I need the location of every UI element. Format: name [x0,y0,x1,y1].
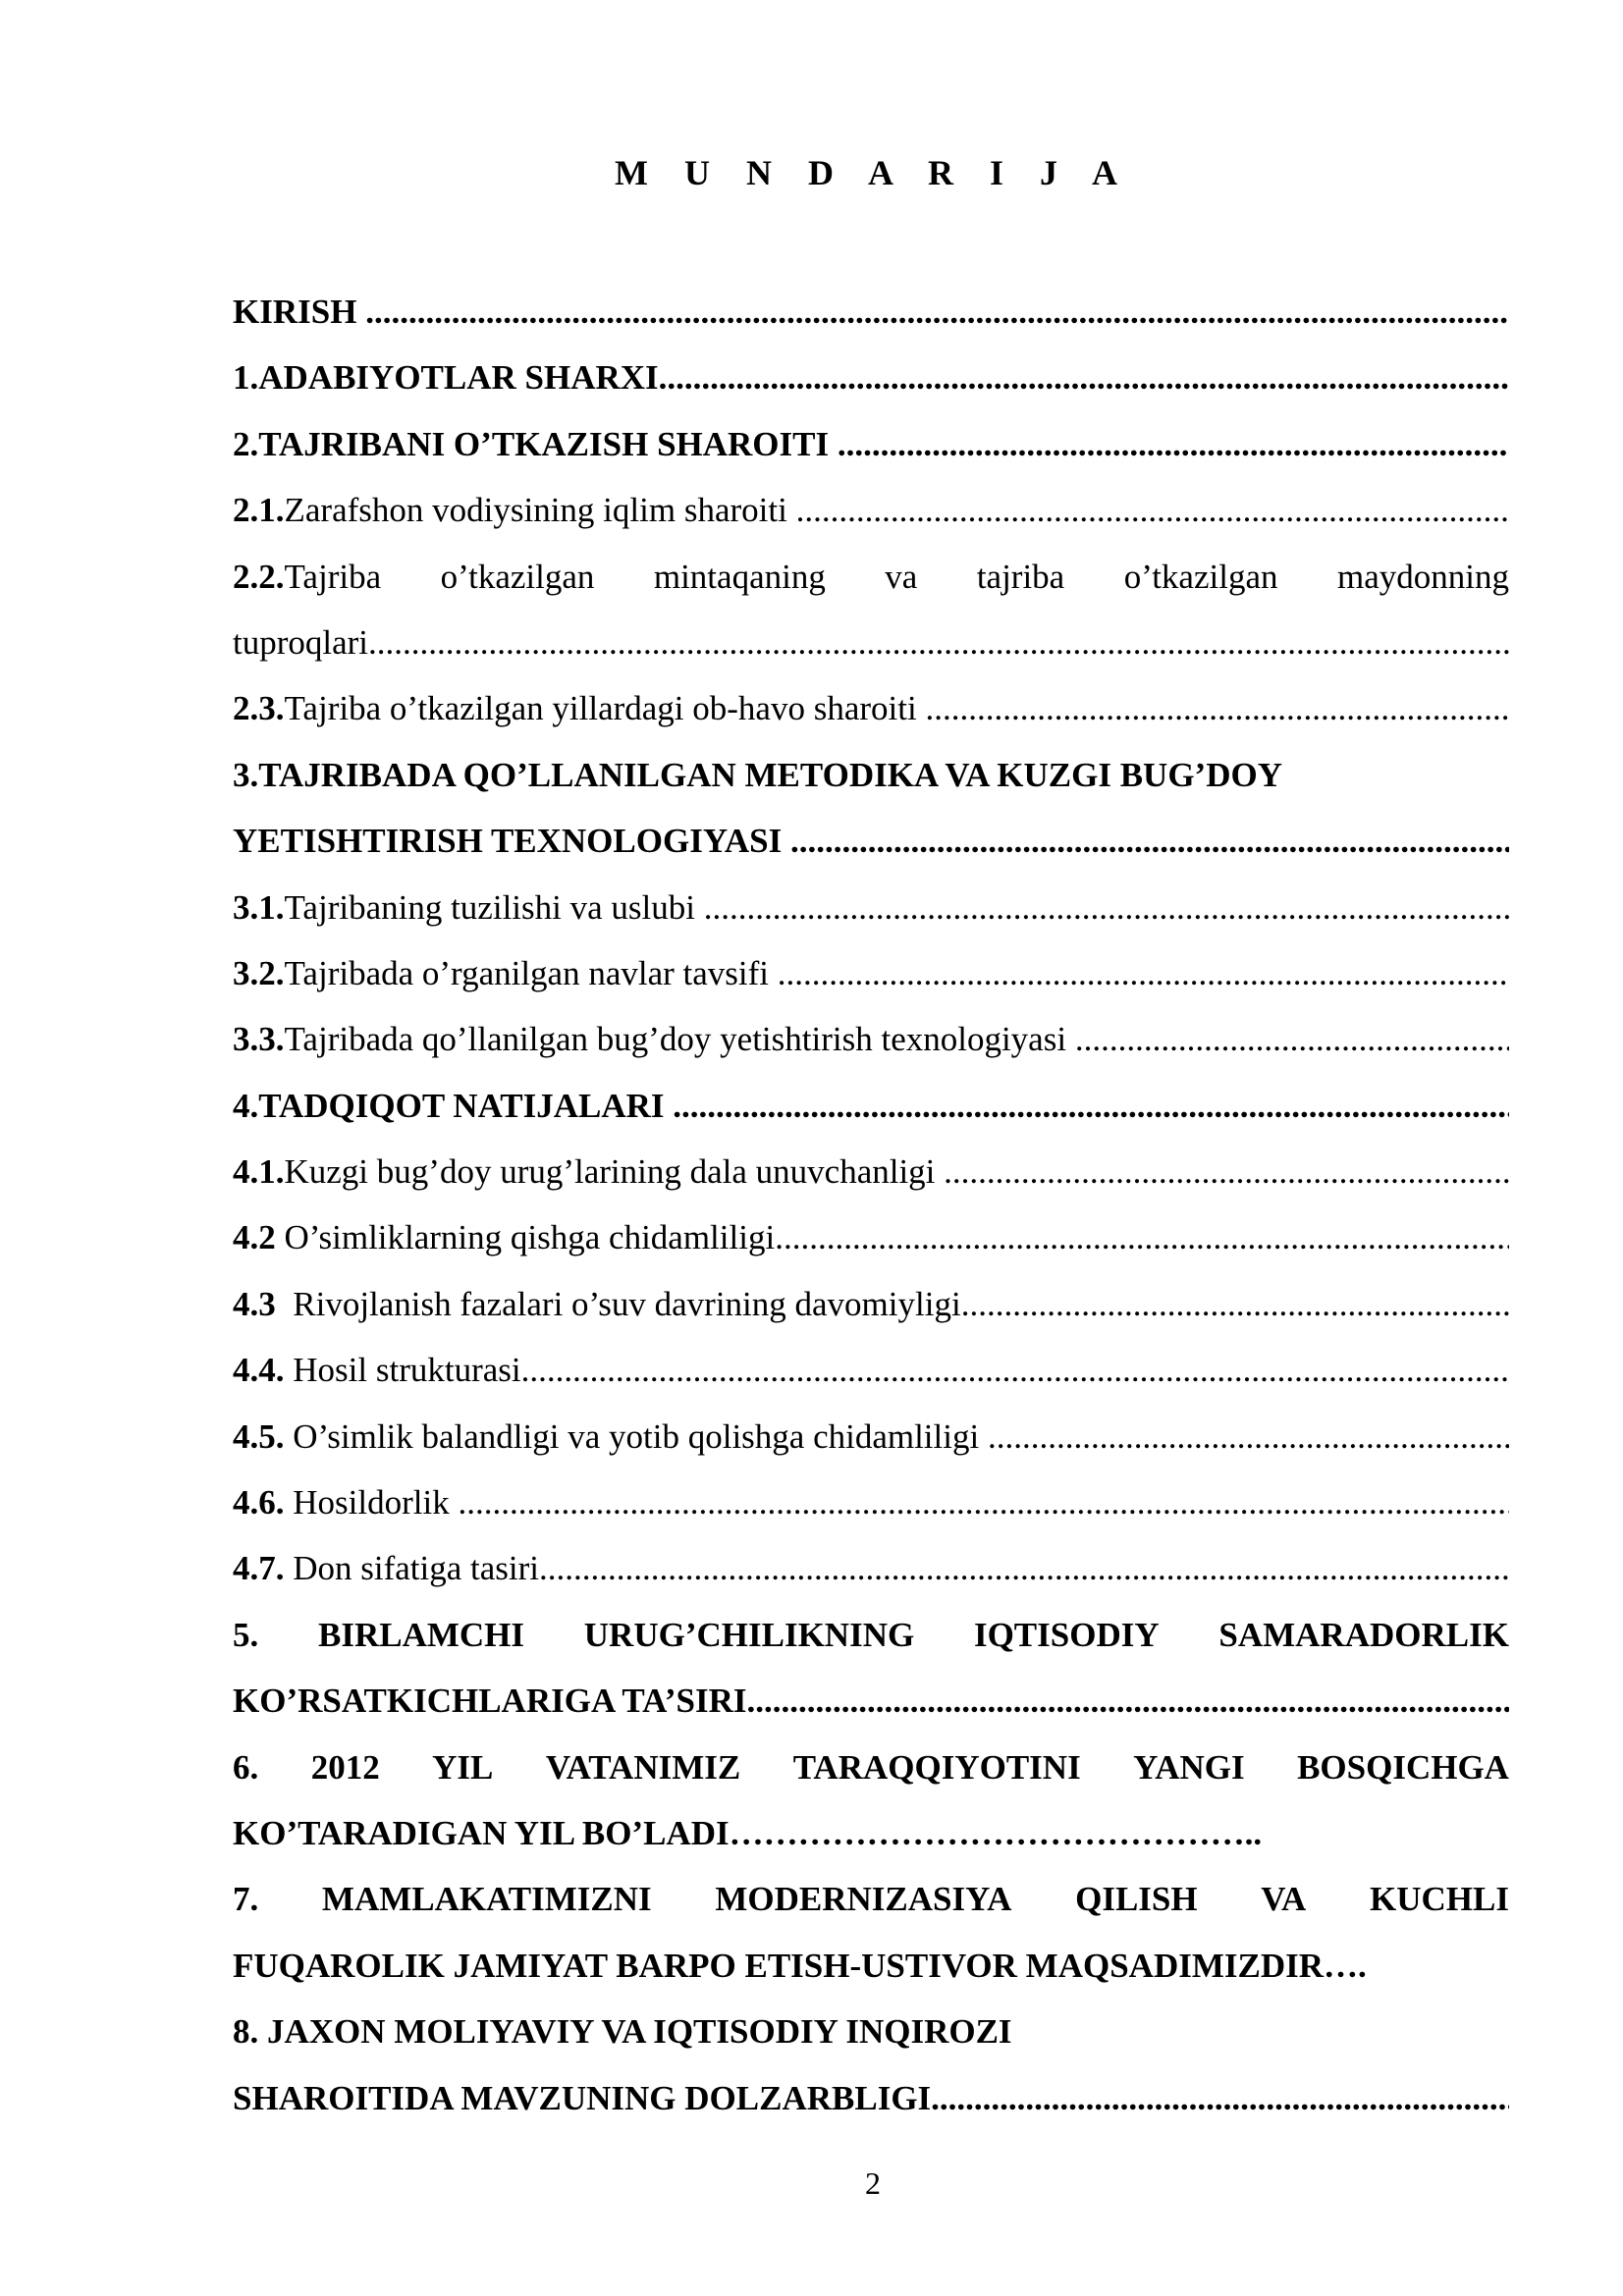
toc-entry-text [233,1668,746,1734]
toc-entry-text [233,1800,1262,1866]
toc-word: mintaqaning [653,557,826,596]
toc-dot-leader [961,1271,1509,1337]
toc-dot-leader [365,279,1509,345]
toc-entry-number: 3.3. [233,1020,285,1059]
toc-entry-title: Tajriba o’tkazilgan yillardagi ob-havo sharoiti [284,689,926,728]
toc-entry-title: tuproqlari [233,622,369,662]
toc-word: 2012 [310,1747,380,1787]
toc-entry [233,345,1509,410]
toc-entry-title: Tajribaning tuzilishi va uslubi [284,887,704,927]
toc-word: maydonning [1336,557,1509,596]
toc-dot-leader [931,2065,1509,2131]
toc-word: VATANIMIZ [545,1747,741,1787]
toc-word-group [233,544,381,610]
toc-dot-leader [1075,1006,1509,1072]
toc-entry-text [233,875,704,940]
page-number: 2 [865,2165,881,2201]
toc-word: YANGI [1133,1747,1245,1787]
toc-dot-leader [746,1668,1509,1734]
toc-entry-text [233,1204,775,1270]
toc-entry-text [233,1999,1012,2064]
toc-entry-text [233,477,796,543]
toc-entry-title: Hosildorlik [284,1483,459,1522]
toc-entry-title: Tajribada qo’llanilgan bug’doy yetishtirish texnologiyasi [284,1020,1075,1059]
toc-word: BIRLAMCHI [318,1615,525,1654]
toc-entry-text [233,2065,931,2131]
toc-entry-text [233,675,925,741]
toc-entry [233,411,1509,477]
toc-entry [233,1933,1509,1999]
toc-entry-text [233,1933,1367,1999]
toc-dot-leader [775,1204,1509,1270]
toc-entry-text [233,279,365,345]
toc-word: tajriba [976,557,1065,596]
toc-word: TARAQQIYOTINI [792,1747,1081,1787]
toc-dot-leader [778,940,1509,1006]
toc-entry-title: YETISHTIRISH TEXNOLOGIYASI [233,822,790,861]
toc-dot-leader [988,1404,1509,1469]
toc-entry-title: Hosil strukturasi [284,1351,521,1390]
toc-dot-leader [659,345,1509,410]
toc-entry [233,1404,1509,1469]
toc-dot-leader [539,1535,1509,1601]
table-of-contents [233,279,1509,2131]
toc-dot-leader [944,1139,1509,1204]
toc-entry-title: O’simliklarning qishga chidamliligi [275,1218,776,1257]
toc-entry [233,1139,1509,1204]
toc-entry-number: 4.2 [233,1218,276,1257]
toc-dot-leader [704,875,1509,940]
toc-entry-number: 3.1. [233,887,285,927]
toc-entry-text [233,1073,673,1139]
toc-entry-title: Don sifatiga tasiri [284,1549,540,1588]
toc-word: SAMARADORLIK [1218,1615,1509,1654]
page-title: M U N D A R I J A [614,153,1132,192]
toc-dot-leader [790,808,1509,874]
toc-word: YIL [432,1747,494,1787]
toc-entry-number: 4.4. [233,1351,285,1390]
toc-dot-leader [368,610,1509,675]
toc-entry [233,1535,1509,1601]
toc-word: o’tkazilgan [1123,557,1278,596]
toc-word: Tajriba [284,557,382,596]
toc-entry [233,742,1509,808]
toc-word: KUCHLI [1370,1880,1509,1919]
toc-dot-leader [521,1337,1509,1403]
toc-dot-leader [458,1469,1509,1535]
toc-entry-title: 1.ADABIYOTLAR SHARXI [233,358,659,398]
toc-word: va [885,557,918,596]
toc-dot-leader [673,1073,1509,1139]
toc-entry-title: FUQAROLIK JAMIYAT BARPO ETISH-USTIVOR MAQSADIMIZDIR…. [233,1946,1367,1985]
toc-entry-title: SHAROITIDA MAVZUNING DOLZARBLIGI [233,2078,932,2117]
toc-entry-number: 4.5. [233,1416,285,1456]
toc-entry-text [233,1404,988,1469]
toc-entry-title: O’simlik balandligi va yotib qolishga chidamliligi [284,1416,988,1456]
toc-word: IQTISODIY [973,1615,1160,1654]
toc-entry-title: Rivojlanish fazalari o’suv davrining davomiyligi [275,1284,961,1323]
toc-entry-number: 4.3 [233,1284,276,1323]
toc-entry [233,1668,1509,1734]
toc-entry [233,610,1509,675]
toc-entry-text [233,1139,944,1204]
toc-entry-title: Zarafshon vodiysining iqlim sharoiti [284,491,796,530]
toc-word: QILISH [1075,1880,1198,1919]
toc-entry-number: 2.2. [233,557,285,596]
toc-word: URUG’CHILIKNING [583,1615,915,1654]
toc-entry-text [233,610,368,675]
toc-entry-title: 3.TAJRIBADA QO’LLANILGAN METODIKA VA KUZGI BUG’DOY [233,755,1282,794]
toc-entry [233,1800,1509,1866]
toc-entry-text [233,742,1282,808]
toc-entry-text [233,1337,521,1403]
toc-entry-text [233,1535,539,1601]
toc-entry-title: Tajribada o’rganilgan navlar tavsifi [284,953,778,992]
toc-entry-number: 3.2. [233,953,285,992]
toc-entry-text [233,808,790,874]
toc-entry-text [233,411,838,477]
toc-entry-number: 2.1. [233,491,285,530]
toc-entry-title: 8. JAXON MOLIYAVIY VA IQTISODIY INQIROZI [233,2012,1012,2052]
toc-entry [233,675,1509,741]
toc-entry [233,1866,1509,1932]
toc-entry-number: 4.1. [233,1152,285,1192]
toc-entry [233,940,1509,1006]
toc-dot-leader [796,477,1509,543]
toc-entry-title: 4.TADQIQOT NATIJALARI [233,1086,674,1125]
toc-word: o’tkazilgan [440,557,595,596]
toc-entry [233,875,1509,940]
toc-entry [233,1469,1509,1535]
toc-entry [233,1271,1509,1337]
toc-word: 5. [233,1615,259,1654]
toc-entry-title: 2.TAJRIBANI O’TKAZISH SHAROITI [233,424,838,463]
toc-word: MODERNIZASIYA [715,1880,1012,1919]
toc-dot-leader [838,411,1509,477]
toc-entry-text [233,1271,961,1337]
toc-entry [233,1337,1509,1403]
toc-entry-text [233,1006,1075,1072]
toc-entry [233,544,1509,610]
toc-entry [233,1073,1509,1139]
toc-entry [233,1006,1509,1072]
toc-dot-leader [925,675,1509,741]
toc-entry [233,1999,1509,2064]
toc-word: VA [1261,1880,1307,1919]
toc-word: 7. [233,1880,259,1919]
toc-entry [233,1602,1509,1668]
toc-word: 6. [233,1747,259,1787]
toc-entry-text [233,940,778,1006]
toc-entry-text [233,1469,458,1535]
toc-entry [233,2065,1509,2131]
toc-entry [233,1735,1509,1800]
toc-entry [233,1204,1509,1270]
toc-entry [233,808,1509,874]
toc-entry [233,477,1509,543]
toc-entry-number: 4.6. [233,1483,285,1522]
toc-entry-text [233,345,659,410]
toc-entry [233,279,1509,345]
toc-entry-title: KO’TARADIGAN YIL BO’LADI……………………………………….. [233,1813,1263,1852]
toc-entry-title: KIRISH [233,293,366,331]
toc-word: BOSQICHGA [1297,1747,1509,1787]
toc-entry-number: 2.3. [233,689,285,728]
toc-word: MAMLAKATIMIZNI [321,1880,652,1919]
toc-entry-number: 4.7. [233,1549,285,1588]
toc-entry-title: KO’RSATKICHLARIGA TA’SIRI [233,1682,747,1721]
toc-entry-title: Kuzgi bug’doy urug’larining dala unuvchanligi [284,1152,945,1192]
